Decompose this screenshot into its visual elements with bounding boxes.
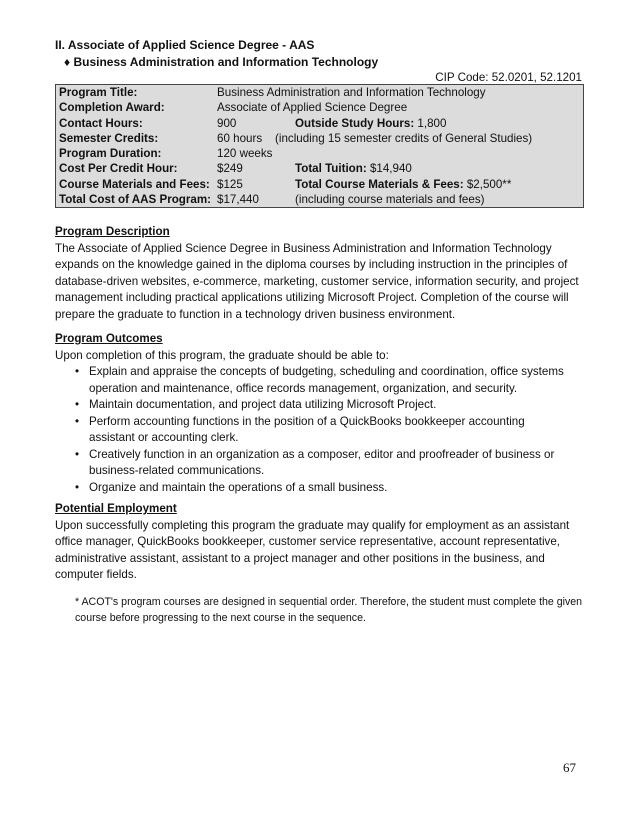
program-description: Program Description The Associate of Applied Science Degree in Business Administration and Information Technology expands on the knowledge gained in the diploma courses by including instruction in the principles of database-driven websites, e-commerce, marketing, customer service, information security, and project management including practical applications utilizing Microsoft Project. Completion of the course will prepare the graduate to function in a technology driven business environment.: [55, 225, 579, 321]
footnote: * ACOT's program courses are designed in sequential order. Therefore, the student must complete the given course before progressing to the next course in the sequence.: [75, 596, 583, 624]
table-row: Cost Per Credit Hour: $249 Total Tuition: $14,940: [59, 162, 412, 176]
table-row: Program Title: Business Administration and Information Technology: [59, 86, 486, 99]
list-item: • Explain and appraise the concepts of budgeting, scheduling and coordination, office systems operation and maintenance, office records management, organization, and security.: [89, 364, 590, 397]
table-row: Total Cost of AAS Program: $17,440 (including course materials and fees): [59, 193, 485, 207]
page-number: 67: [563, 760, 576, 775]
outcomes-list: [55, 364, 590, 496]
section-heading: II. Associate of Applied Science Degree - AAS: [55, 38, 315, 52]
list-item: • Creatively function in an organization as a composer, editor and proofreader of business or business-related communications.: [89, 447, 590, 480]
table-row: Contact Hours: 900 Outside Study Hours: 1,800: [59, 116, 447, 130]
table-row: Course Materials and Fees: $125 Total Course Materials & Fees: $2,500**: [59, 177, 512, 191]
cip-code: CIP Code: 52.0201, 52.1201: [435, 71, 582, 84]
table-row: Semester Credits: 60 hours (including 15 semester credits of General Studies): [59, 131, 533, 145]
program-subheading: ♦ Business Administration and Information Technology: [64, 55, 379, 69]
list-item: • Organize and maintain the operations of a small business.: [89, 480, 590, 497]
table-row: Program Duration: 120 weeks: [59, 147, 273, 161]
list-item: • Perform accounting functions in the position of a QuickBooks bookkeeper accounting assistant or accounting clerk.: [89, 414, 590, 447]
program-info-table: [55, 84, 584, 208]
program-outcomes: Program Outcomes Upon completion of this program, the graduate should be able to: • Explain and appraise the concepts of budgeting, scheduling and coordination, office systems operation and maintenance, office records management, organization, and security. • Maintain documentation, and project data utilizing Microsoft Project. • Perform accounting functions in the position of a QuickBooks bookkeeper accounting assistant or accounting clerk. • Creatively function in an organization as a composer, editor and proofreader of business or business-related communications. • Organize and maintain the operations of a small business.: [55, 331, 590, 496]
table-row: Completion Award: Associate of Applied Science Degree: [59, 101, 408, 115]
list-item: • Maintain documentation, and project data utilizing Microsoft Project.: [89, 397, 590, 414]
potential-employment: Potential Employment Upon successfully completing this program the graduate may qualify for employment as an assistant office manager, QuickBooks bookkeeper, customer service representative, account representative, administrative assistant, assistant to a project manager and other positions in the business, and computer fields.: [55, 502, 570, 581]
diamond-bullet-icon: ♦: [64, 55, 71, 69]
